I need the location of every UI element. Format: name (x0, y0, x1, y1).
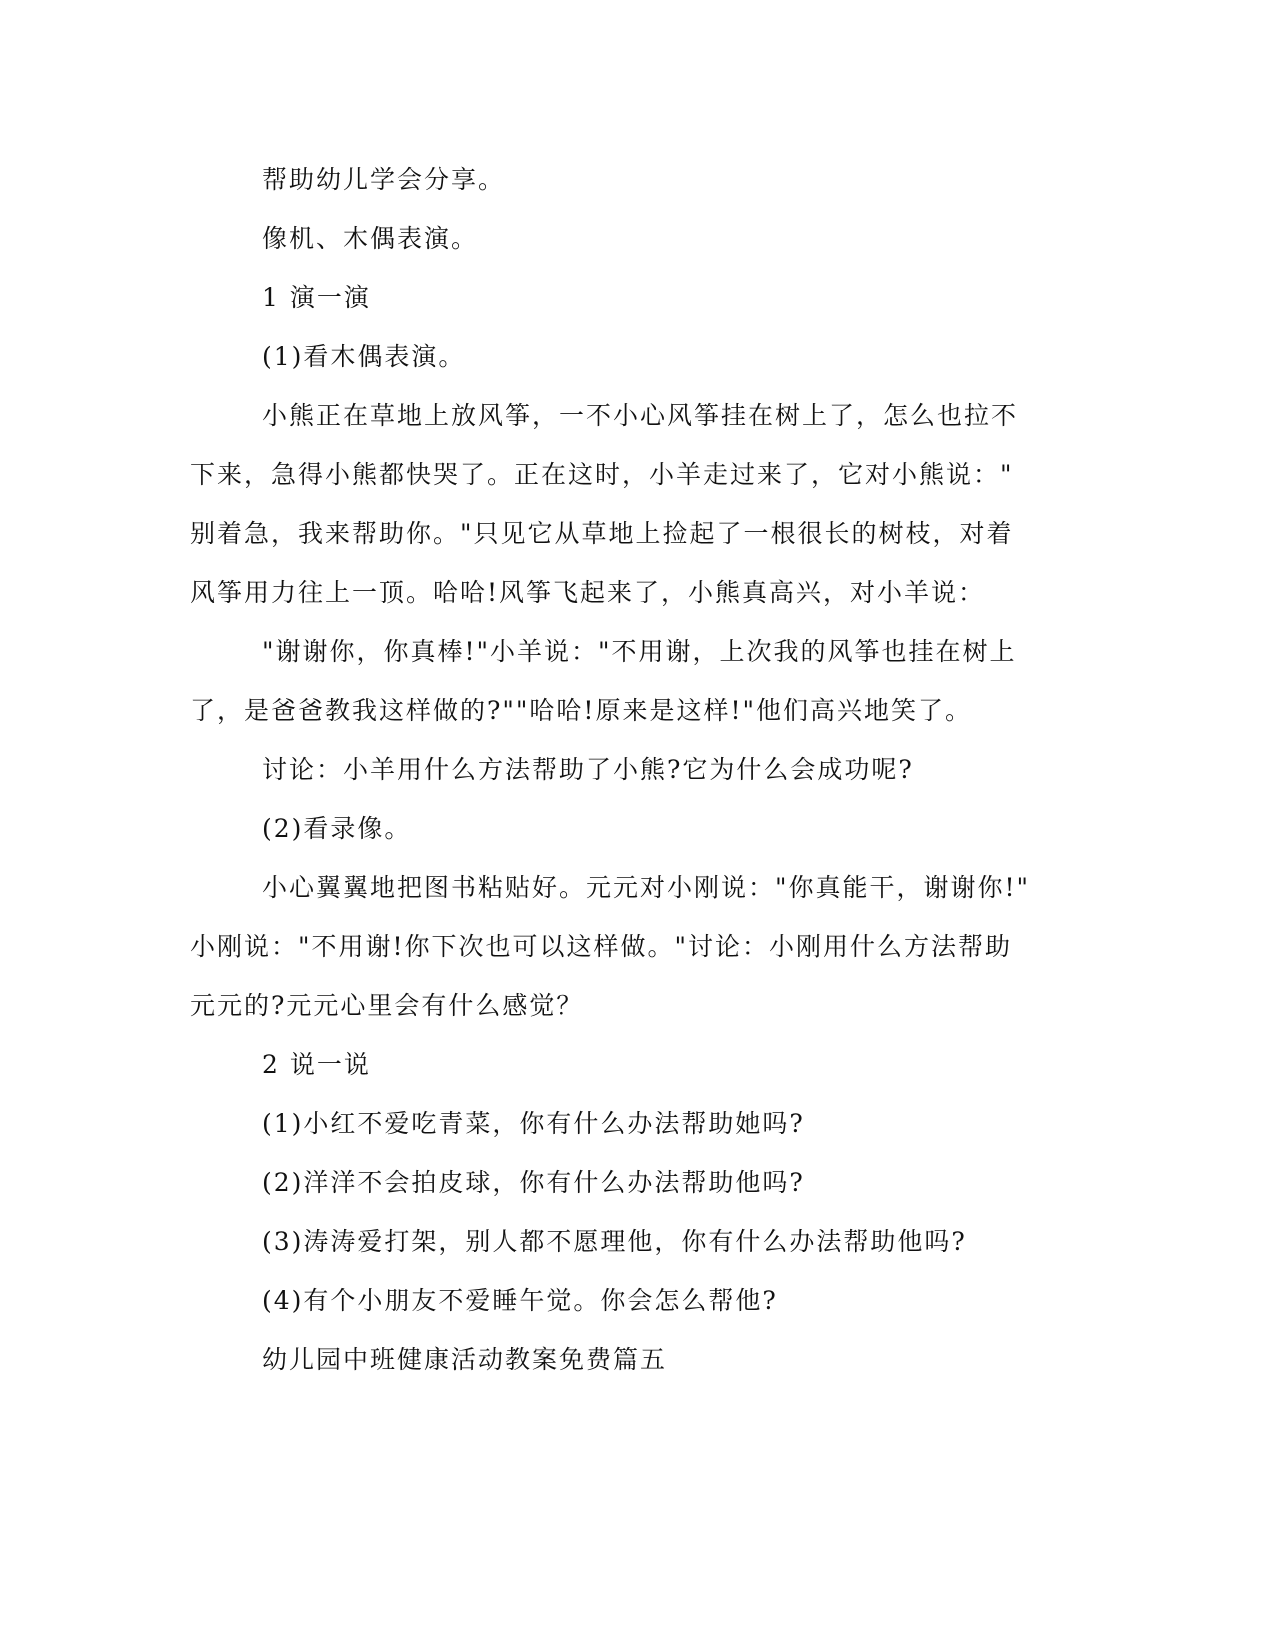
text-line: 讨论：小羊用什么方法帮助了小熊?它为什么会成功呢? (262, 755, 914, 784)
list-item: (4)有个小朋友不爱睡午觉。你会怎么帮他? (262, 1286, 778, 1315)
paragraph-line: 小心翼翼地把图书粘贴好。元元对小刚说："你真能干，谢谢你!" (262, 873, 1031, 902)
paragraph-line: 下来，急得小熊都快哭了。正在这时，小羊走过来了，它对小熊说：" (190, 460, 1014, 489)
text-line: (2)看录像。 (262, 814, 412, 843)
paragraph-line: 别着急，我来帮助你。"只见它从草地上捡起了一根很长的树枝，对着 (190, 519, 1014, 548)
paragraph-line: "谢谢你，你真棒!"小羊说："不用谢，上次我的风筝也挂在树上 (262, 637, 1017, 666)
text-line: 像机、木偶表演。 (262, 224, 479, 253)
list-item: (1)小红不爱吃青菜，你有什么办法帮助她吗? (262, 1109, 805, 1138)
paragraph-line: 小熊正在草地上放风筝，一不小心风筝挂在树上了，怎么也拉不 (262, 401, 1019, 430)
paragraph-line: 了，是爸爸教我这样做的?""哈哈!原来是这样!"他们高兴地笑了。 (190, 696, 972, 725)
text-line: 帮助幼儿学会分享。 (262, 165, 506, 194)
list-item: (2)洋洋不会拍皮球，你有什么办法帮助他吗? (262, 1168, 805, 1197)
paragraph-line: 元元的?元元心里会有什么感觉？ (190, 991, 584, 1020)
section-title: 幼儿园中班健康活动教案免费篇五 (262, 1345, 668, 1374)
text-line: (1)看木偶表演。 (262, 342, 466, 371)
section-heading: 2 说一说 (262, 1050, 371, 1079)
list-item: (3)涛涛爱打架，别人都不愿理他，你有什么办法帮助他吗? (262, 1227, 967, 1256)
section-heading: 1 演一演 (262, 283, 371, 312)
paragraph-line: 小刚说："不用谢!你下次也可以这样做。"讨论：小刚用什么方法帮助 (190, 932, 1013, 961)
paragraph-line: 风筝用力往上一顶。哈哈!风筝飞起来了，小熊真高兴，对小羊说： (190, 578, 986, 607)
